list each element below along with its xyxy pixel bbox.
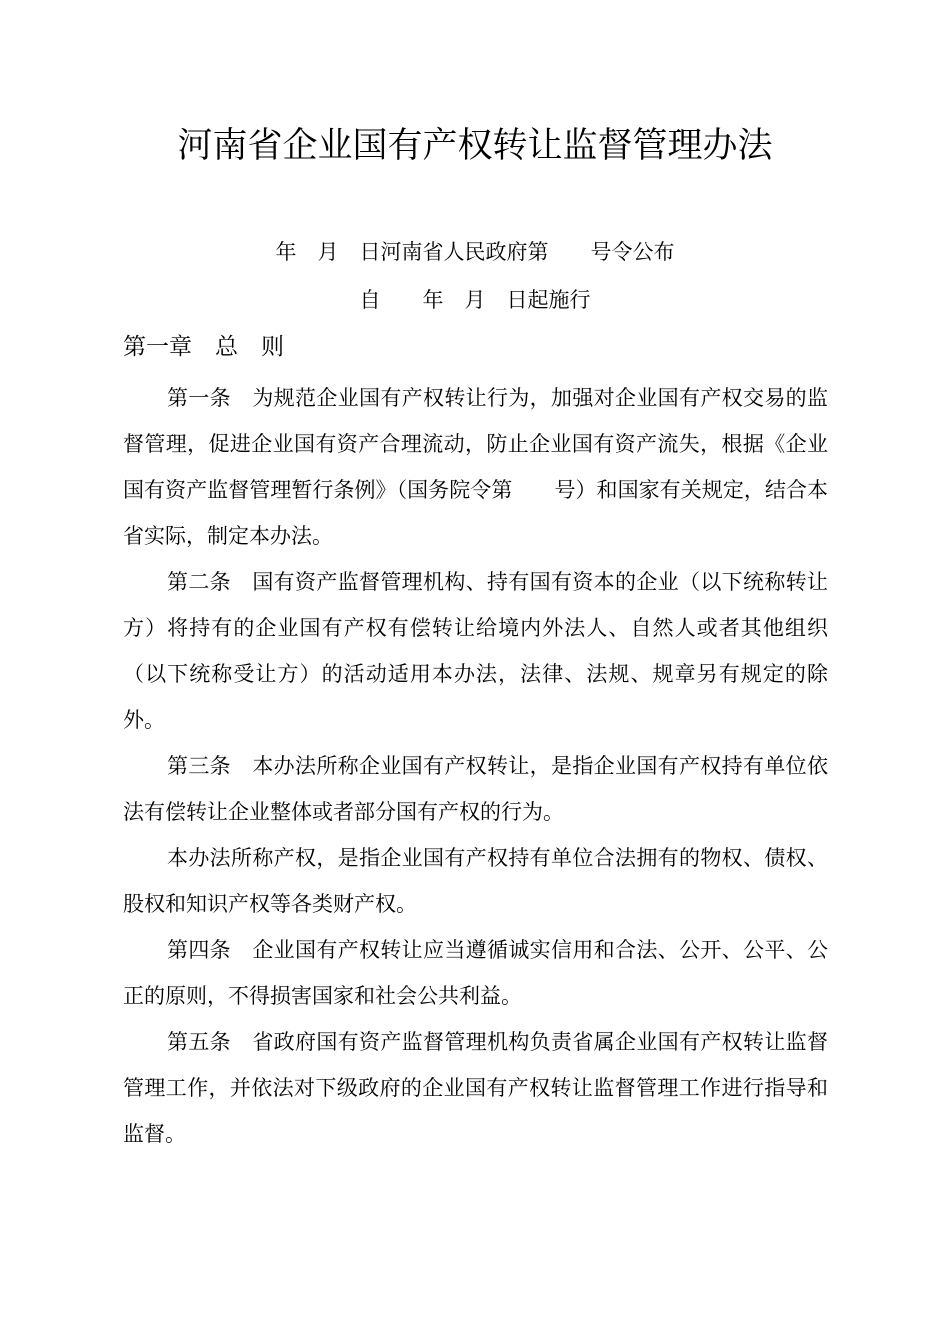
document-title: 河南省企业国有产权转让监督管理办法	[177, 126, 773, 166]
article-4	[123, 927, 828, 1019]
chapter-heading: 第一章 总 则	[123, 334, 284, 360]
article-number: 第二条	[167, 570, 253, 594]
article-number: 第四条	[167, 938, 253, 962]
article-text: 企业国有产权转让应当遵循诚实信用和合法、公开、公平、公正的原则，不得损害国家和社会公共利益。	[123, 938, 829, 1008]
document-body	[123, 375, 828, 1157]
article-text: 为规范企业国有产权转让行为，加强对企业国有产权交易的监督管理，促进企业国有资产合理流动，防止企业国有资产流失，根据《企业国有资产监督管理暂行条例》（国务院令第 号）和国家有关规定，结合本省实际，制定本办法。	[123, 386, 829, 548]
article-2	[123, 559, 828, 743]
article-number: 第五条	[167, 1030, 253, 1054]
promulgation-line: 年 月 日河南省人民政府第 号令公布	[275, 240, 675, 264]
article-text: 本办法所称企业国有产权转让，是指企业国有产权持有单位依法有偿转让企业整体或者部分国有产权的行为。	[123, 754, 829, 824]
article-number: 第一条	[167, 386, 253, 410]
article-text: 本办法所称产权，是指企业国有产权持有单位合法拥有的物权、债权、股权和知识产权等各类财产权。	[123, 846, 828, 916]
article-text: 国有资产监督管理机构、持有国有资本的企业（以下统称转让方）将持有的企业国有产权有偿转让给境内外法人、自然人或者其他组织（以下统称受让方）的活动适用本办法，法律、法规、规章另有规定的除外。	[123, 570, 829, 732]
article-3	[123, 743, 828, 835]
article-5	[123, 1019, 828, 1157]
article-number: 第三条	[167, 754, 253, 778]
article-1	[123, 375, 828, 559]
article-text: 省政府国有资产监督管理机构负责省属企业国有产权转让监督管理工作，并依法对下级政府的企业国有产权转让监督管理工作进行指导和监督。	[123, 1030, 829, 1146]
article-3-paragraph-2	[123, 835, 828, 927]
effective-date-line: 自 年 月 日起施行	[359, 288, 591, 312]
